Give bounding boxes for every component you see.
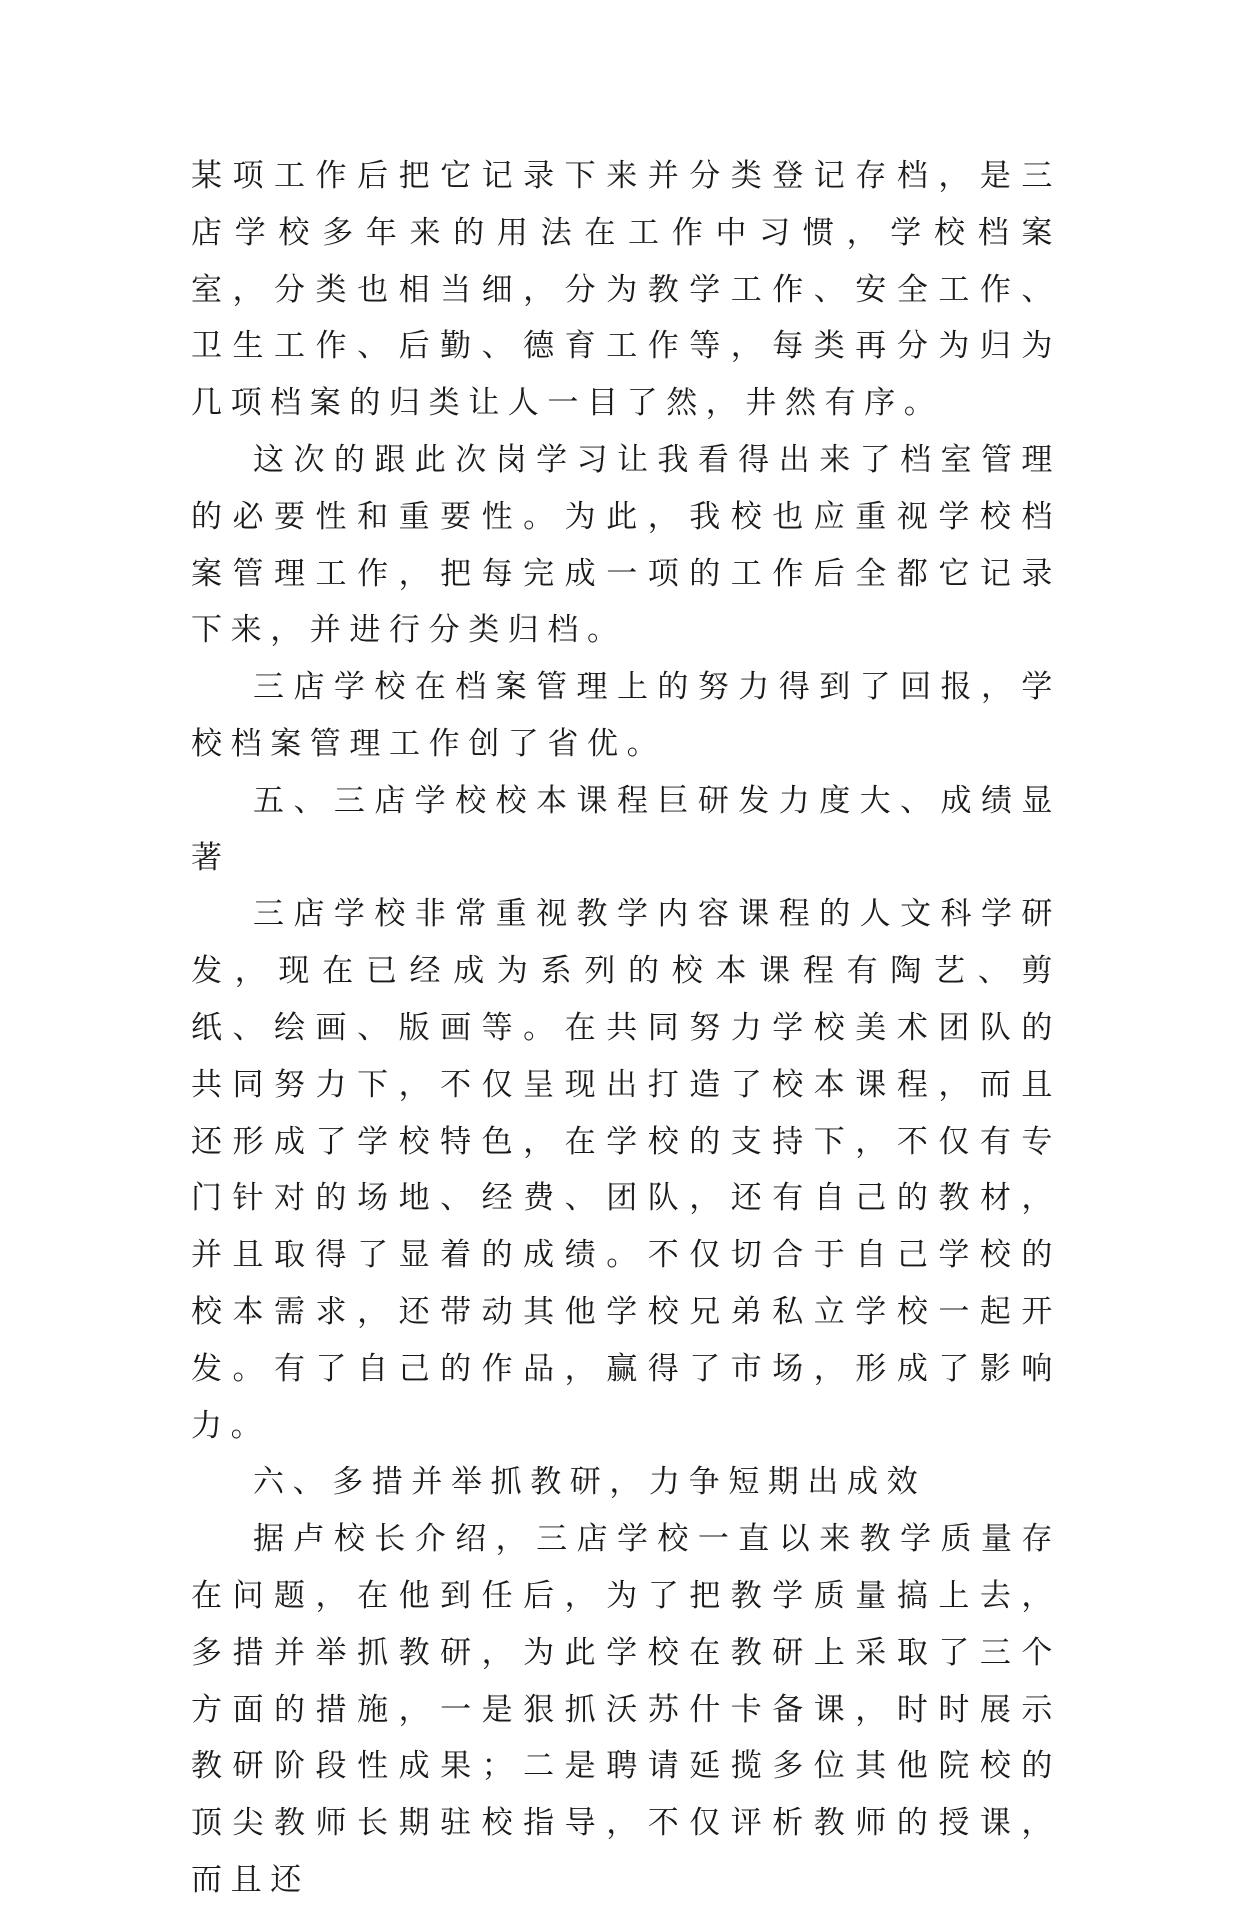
section-heading-5: 五、三店学校校本课程巨研发力度大、成绩显著 (191, 782, 1061, 876)
document-body (191, 148, 1061, 1909)
section-heading-6: 六、多措并举抓教研，力争短期出成效 (253, 1464, 927, 1501)
paragraph-school-curriculum: 三店学校非常重视教学内容课程的人文科学研发，现在已经成为系列的校本课程有陶艺、剪纸、绘画、版画等。在共同努力学校美术团队的共同努力下，不仅呈现出打造了校本课程，而且还形成了学校特色，在学校的支持下，不仅有专门针对的场地、经费、团队，还有自己的教材，并且取得了显着的成绩。不仅切合于自己学校的校本需求，还带动其他学校兄弟私立学校一起开发。有了自己的作品，赢得了市场，形成了影响力。 (191, 896, 1061, 1444)
paragraph-archive-result: 三店学校在档案管理上的努力得到了回报，学校档案管理工作创了省优。 (191, 669, 1061, 762)
paragraph-teaching-research: 据卢校长介绍，三店学校一直以来教学质量存在问题，在他到任后，为了把教学质量搞上去，多措并举抓教研，为此学校在教研上采取了三个方面的措施，一是狠抓沃苏什卡备课，时时展示教研阶段性成果；二是聘请延揽多位其他院校的顶尖教师长期驻校指导，不仅评析教师的授课，而且还 (191, 1521, 1061, 1898)
paragraph-archive-practice: 某项工作后把它记录下来并分类登记存档，是三店学校多年来的用法在工作中习惯，学校档案室，分类也相当细，分为教学工作、安全工作、卫生工作、后勤、德育工作等，每类再分为归为几项档案的归类让人一目了然，井然有序。 (191, 158, 1061, 422)
paragraph-archive-importance: 这次的跟此次岗学习让我看得出来了档室管理的必要性和重要性。为此，我校也应重视学校档案管理工作，把每完成一项的工作后全都它记录下来，并进行分类归档。 (191, 441, 1061, 649)
